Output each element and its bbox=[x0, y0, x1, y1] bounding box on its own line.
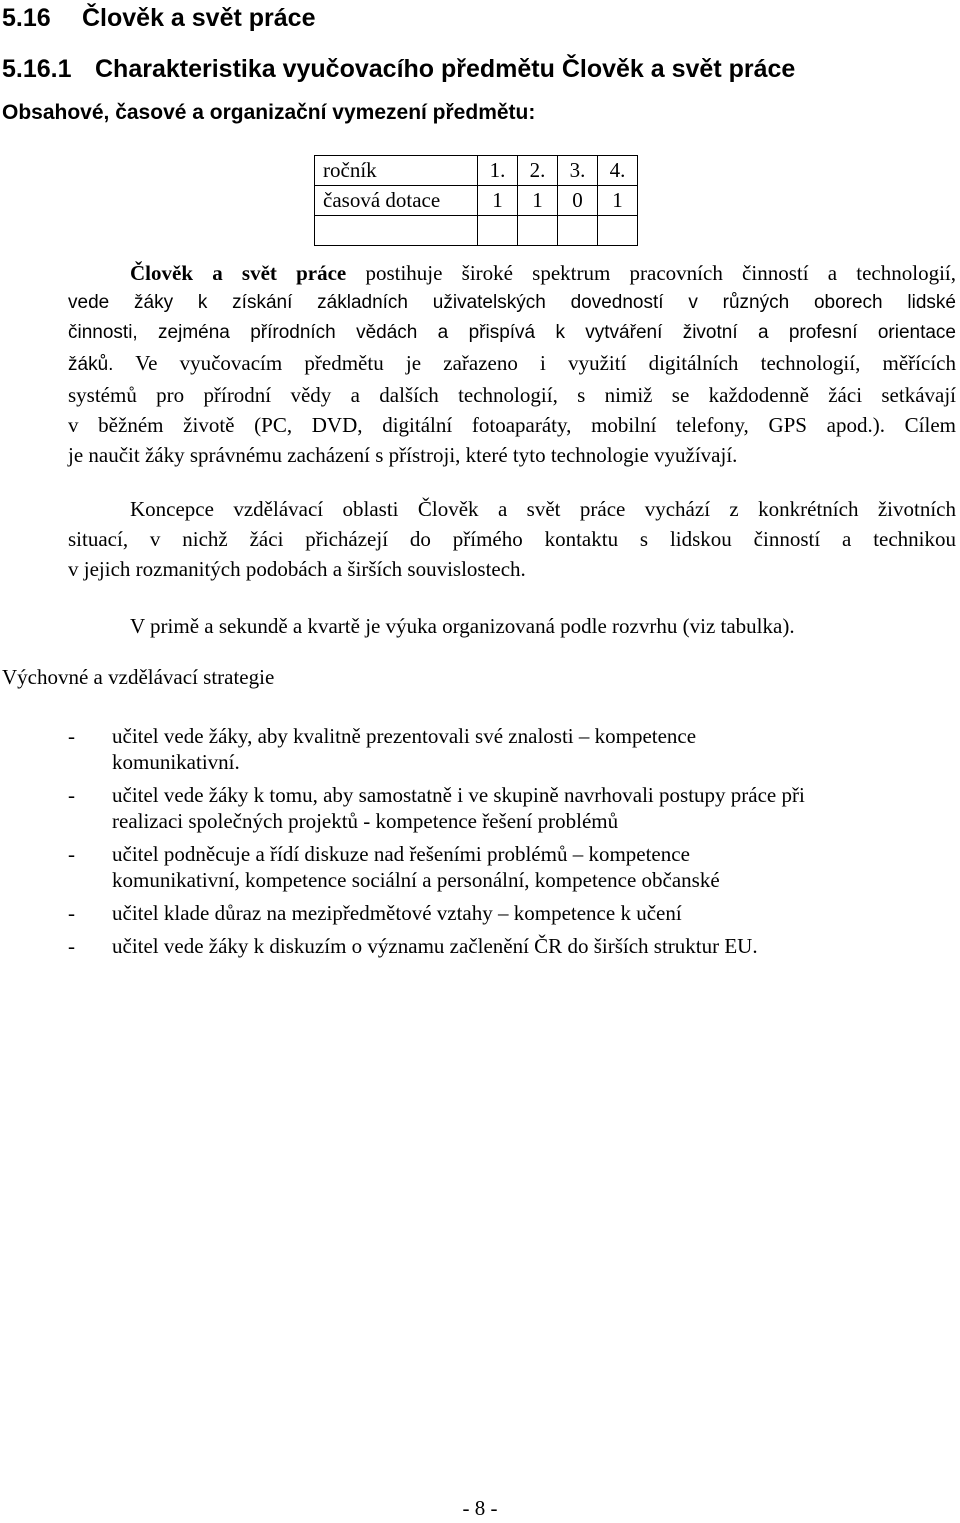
paragraph-line: je naučit žáky správnému zacházení s přístroji, které tyto technologie využívají. bbox=[68, 443, 738, 467]
content-heading: Obsahové, časové a organizační vymezení předmětu: bbox=[2, 101, 536, 124]
strategies-list bbox=[0, 723, 805, 966]
list-item-line: realizaci společných projektů - kompetence řešení problémů bbox=[112, 809, 619, 833]
line-text: postihuje široké spektrum pracovních činností a technologií, bbox=[346, 261, 956, 285]
grade-cell: 2. bbox=[518, 156, 558, 186]
list-item-line: učitel vede žáky k tomu, aby samostatně i ve skupině navrhovali postupy práce při bbox=[112, 783, 805, 807]
section-title: Člověk a svět práce bbox=[82, 4, 316, 32]
list-item-line: komunikativní. bbox=[112, 750, 240, 774]
paragraph-line: situací, v nichž žáci přicházejí do přímého kontaktu s lidskou činností a technikou bbox=[68, 527, 956, 551]
grade-cell: 1. bbox=[478, 156, 518, 186]
subject-name-bold: Člověk a svět práce bbox=[130, 261, 347, 285]
paragraph-line: v jejich rozmanitých podobách a širších souvislostech. bbox=[68, 557, 526, 581]
empty-cell bbox=[315, 216, 478, 246]
table-row bbox=[315, 216, 638, 246]
hours-table bbox=[314, 155, 638, 246]
grade-label: ročník bbox=[315, 156, 478, 186]
table-row bbox=[315, 156, 638, 186]
paragraph-line: V primě a sekundě a kvartě je výuka organizovaná podle rozvrhu (viz tabulka). bbox=[130, 614, 795, 638]
empty-cell bbox=[518, 216, 558, 246]
list-dash: - bbox=[68, 783, 75, 807]
intro-paragraph bbox=[68, 258, 956, 470]
paragraph-line: vede žáky k získání základních uživatelských dovedností v různých oborech lidské bbox=[68, 292, 956, 313]
list-item-line: učitel klade důraz na mezipředmětové vztahy – kompetence k učení bbox=[112, 901, 682, 925]
grade-cell: 4. bbox=[598, 156, 638, 186]
list-dash: - bbox=[68, 901, 75, 925]
list-item-line: učitel vede žáky k diskuzím o významu začlenění ČR do širších struktur EU. bbox=[112, 934, 758, 958]
list-item bbox=[0, 782, 805, 834]
line-text: žáků. bbox=[68, 354, 114, 375]
list-item-line: učitel vede žáky, aby kvalitně prezentovali své znalosti – kompetence bbox=[112, 724, 697, 748]
list-item bbox=[0, 723, 805, 775]
page-number: - 8 - bbox=[462, 1496, 498, 1520]
list-item bbox=[0, 900, 805, 926]
grade-cell: 3. bbox=[558, 156, 598, 186]
empty-cell bbox=[558, 216, 598, 246]
list-item bbox=[0, 841, 805, 893]
hours-cell: 1 bbox=[478, 186, 518, 216]
hours-cell: 1 bbox=[598, 186, 638, 216]
section-number: 5.16 bbox=[2, 4, 51, 32]
list-item bbox=[0, 933, 805, 959]
empty-cell bbox=[598, 216, 638, 246]
list-dash: - bbox=[68, 724, 75, 748]
list-item-line: učitel podněcuje a řídí diskuze nad řešeními problémů – kompetence bbox=[112, 842, 690, 866]
hours-cell: 1 bbox=[518, 186, 558, 216]
paragraph-line: činnosti, zejména přírodních vědách a přispívá k vytváření životní a profesní orientace bbox=[68, 322, 956, 343]
subsection-number: 5.16.1 bbox=[2, 55, 72, 83]
concept-paragraph bbox=[68, 494, 956, 584]
paragraph-line: v běžném životě (PC, DVD, digitální fotoaparáty, mobilní telefony, GPS apod.). Cílem bbox=[68, 413, 956, 437]
paragraph-line bbox=[68, 258, 956, 288]
list-item-line: komunikativní, kompetence sociální a personální, kompetence občanské bbox=[112, 868, 720, 892]
table-row bbox=[315, 186, 638, 216]
hours-label: časová dotace bbox=[315, 186, 478, 216]
paragraph-line: systémů pro přírodní vědy a dalších technologií, s nimiž se každodenně žáci setkávají bbox=[68, 383, 956, 407]
list-dash: - bbox=[68, 842, 75, 866]
subsection-heading bbox=[2, 55, 795, 84]
line-text: Ve vyučovacím předmětu je zařazeno i využití digitálních technologií, měřících bbox=[113, 351, 956, 375]
schedule-paragraph bbox=[68, 611, 956, 641]
hours-cell: 0 bbox=[558, 186, 598, 216]
empty-cell bbox=[478, 216, 518, 246]
paragraph-line: Koncepce vzdělávací oblasti Člověk a svět práce vychází z konkrétních životních bbox=[130, 497, 956, 521]
section-heading bbox=[2, 4, 315, 33]
list-dash: - bbox=[68, 934, 75, 958]
strategies-heading: Výchovné a vzdělávací strategie bbox=[2, 665, 275, 689]
paragraph-line bbox=[68, 348, 956, 380]
subsection-title: Charakteristika vyučovacího předmětu Člověk a svět práce bbox=[95, 55, 796, 83]
